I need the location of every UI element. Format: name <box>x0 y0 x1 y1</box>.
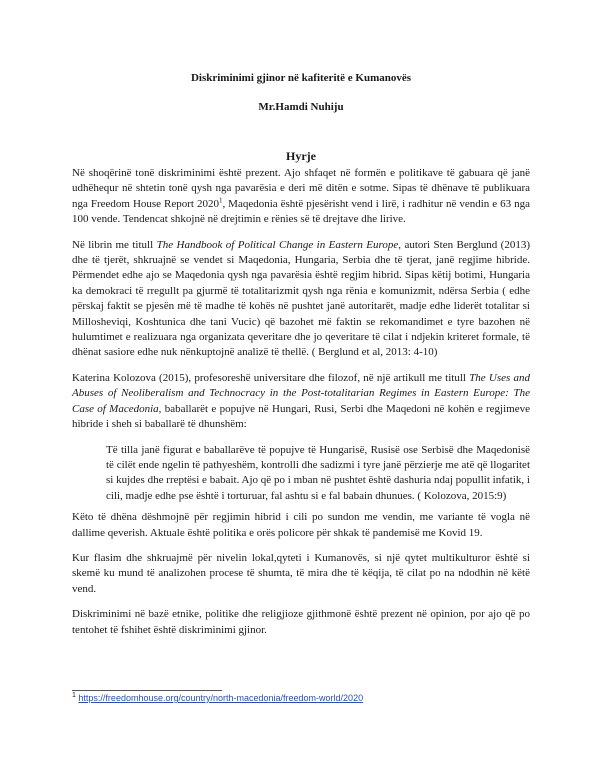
paragraph-4: Këto të dhëna dëshmojnë për regjimin hibrid i cili po sundon me vendin, me variante të vogla në dallime qeverish. Aktuale është politika e orës policore për shkak të pandemisë me Kovid 19. <box>72 511 530 539</box>
article-title: The Uses and Abuses of Neoliberalism and Technocracy in the Post-totalitarian Regimes in Eastern Europe: The Case of Macedonia <box>72 371 531 415</box>
footnote-link[interactable]: https://freedomhouse.org/country/north-macedonia/freedom-world/2020 <box>78 693 364 703</box>
paragraph-3: Katerina Kolozova (2015), profesoreshë universitare dhe filozof, në një artikull me titull The Uses and Abuses of Neoliberalism and Technocracy in the Post-totalitarian Regimes in Eastern Europe: The Case of Macedonia, baballarët e popujve në Hungari, Rusi, Serbi dhe Maqedoni në kohën e regjimeve hibride i sheh si baballarë të dhunshëm: <box>72 371 531 431</box>
footnote-separator <box>72 690 222 691</box>
block-quote: Të tilla janë figurat e baballarëve të popujve të Hungarisë, Rusisë ose Serbisë dhe Maqedonisë të cilët ende ngelin të pathyeshëm, kontrolli dhe sadizmi i tyre janë përzierje me atë që llogaritet si kujdes dhe rreptësi e babait. Ajo që po i mban në pushtet është dashuria ndaj popullit infatik, i cili, madje edhe pse është i torturuar, fal ashtu si e fal babain dhunues. ( Kolozova, 2015:9) <box>106 443 530 502</box>
document-body <box>72 166 530 648</box>
footnote-number: 1 <box>72 692 76 699</box>
book-title: The Handbook of Political Change in Eastern Europe <box>156 238 399 251</box>
paragraph-1: Në shoqërinë tonë diskriminimi është prezent. Ajo shfaqet në formën e politikave të gabuara që janë udhëhequr në shtetin tonë qysh nga pavarësia e deri më ditën e sotme. Sipas të dhënave të publikuara nga Freedom House Report 2020$^1$, Maqedonia është pjesërisht vend i lirë, i radhitur në vendin e 63 nga 100 vende. Tendencat shkojnë në drejtimin e rënies së të drejtave dhe lirive. <box>72 167 530 226</box>
paragraph-5: Kur flasim dhe shkruajmë për nivelin lokal,qyteti i Kumanovës, si një qytet multikulturor është si skemë ku mund të analizohen procese të shumta, të mira dhe të këqija, të cilat po na ndodhin në këtë vend. <box>72 551 530 595</box>
footnote <box>72 693 363 703</box>
paragraph-2: Në librin me titull The Handbook of Political Change in Eastern Europe, autori Sten Berglund (2013) dhe të tjerët, shkruajnë se vendet si Maqedonia, Hungaria, Serbia dhe të tjerat, janë regjime hibride. Përmendet edhe ajo se Maqedonia qysh nga pavarësia është regjim hibrid. Sipas këtij botimi, Hungaria ka demokraci të rregullt pa gjurmë të totalitarizmit qysh nga rënia e komunizmit, ndërsa Serbia ( edhe përskaj faktit se pjesën më të madhe të kohës në pushtet janë autoritarët, madje edhe liderët totalitar si Millosheviqi, Koshtunica dhe tani Vucic) që bazohet më faktin se rekomandimet e tyre bazohen në hulumtimet e realizuara nga organizata qeveritare dhe jo qeveritare të cilat i ndjekin kriteret formale, të dhënat sasiore edhe nuk nënkuptojnë analizë të thellë. ( Berglund et al, 2013: 4-10) <box>72 238 531 359</box>
document-title: Diskriminimi gjinor në kafiteritë e Kumanovës <box>190 72 412 84</box>
document-author: Mr.Hamdi Nuhiju <box>258 101 344 113</box>
section-heading: Hyrje <box>286 149 316 163</box>
paragraph-6: Diskriminimi në bazë etnike, politike dhe religjioze gjithmonë është prezent në opinion, por ajo që po tentohet të fshihet është diskriminimi gjinor. <box>72 608 530 636</box>
footnote-ref[interactable]: 1 <box>218 196 223 205</box>
